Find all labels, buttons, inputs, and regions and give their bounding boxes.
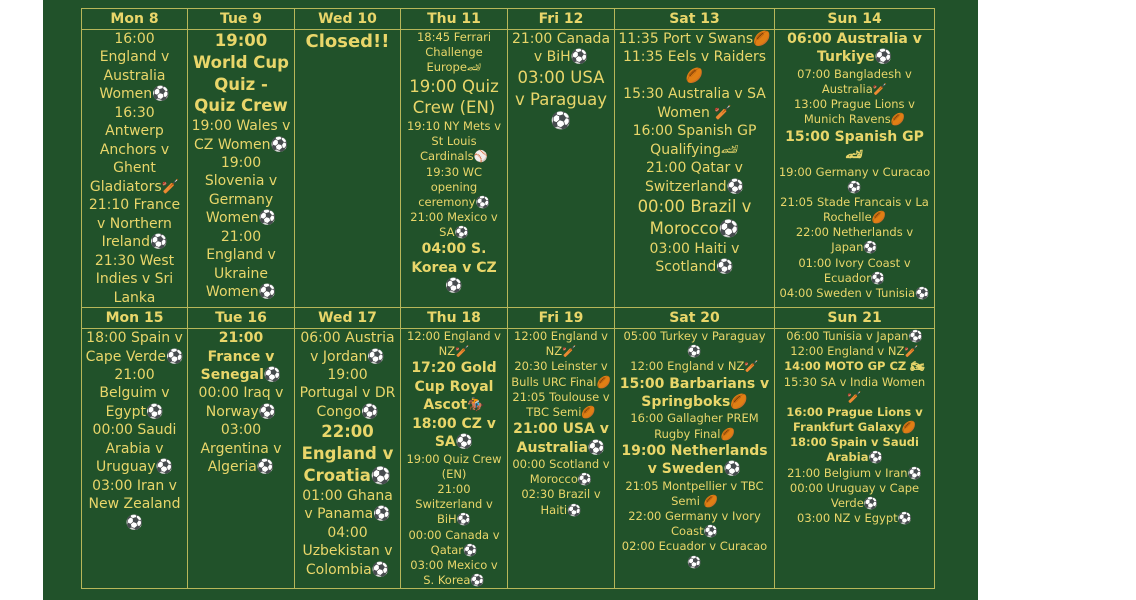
event-item: 03:00 Mexico v S. Korea⚽ xyxy=(410,557,498,588)
event-item: 14:00 MOTO GP CZ 🏍 xyxy=(784,359,925,374)
event-item: 16:00 Gallagher PREM Rugby Final🏉 xyxy=(630,411,759,441)
day-header: Sun 21 xyxy=(775,308,935,329)
event-item: 18:45 Ferrari Challenge Europe🏎 xyxy=(416,30,492,75)
day-header: Mon 8 xyxy=(82,9,188,30)
event-item: 16:30 Antwerp Anchors v Ghent Gladiators🏏 xyxy=(89,104,180,195)
day-cell xyxy=(188,30,295,308)
event-item: 21:00 USA v Australia⚽ xyxy=(513,421,609,456)
event-item: 18:00 Spain v Saudi Arabia⚽ xyxy=(790,435,919,465)
event-item: 04:00 Sweden v Tunisia⚽ xyxy=(779,285,930,300)
day-cell xyxy=(82,30,188,308)
calendar-table xyxy=(81,8,935,589)
event-item: 19:00 Slovenia v Germany Women⚽ xyxy=(204,155,278,227)
event-item: 19:00 World Cup Quiz - Quiz Crew xyxy=(193,31,289,116)
event-item: 18:00 CZ v SA⚽ xyxy=(412,415,496,451)
day-cell xyxy=(508,30,615,308)
event-item: 15:00 Spanish GP🏎 xyxy=(785,128,924,164)
day-header: Mon 15 xyxy=(82,308,188,329)
event-item: 01:00 Ghana v Panama⚽ xyxy=(302,487,393,523)
event-item: 12:00 England v NZ🏏 xyxy=(514,329,608,359)
event-item: 06:00 Tunisia v Japan⚽ xyxy=(786,329,923,344)
day-cell xyxy=(401,329,508,589)
event-item: 19:30 WC opening ceremony⚽ xyxy=(418,164,490,209)
day-header: Sat 20 xyxy=(615,308,775,329)
week-events-row xyxy=(82,30,935,308)
day-cell xyxy=(775,329,935,589)
event-item: 00:00 Scotland v Morocco⚽ xyxy=(512,457,610,487)
event-item: 19:00 Netherlands v Sweden⚽ xyxy=(621,442,768,478)
event-item: 03:00 USA v Paraguay⚽ xyxy=(514,67,608,131)
day-header: Fri 12 xyxy=(508,9,615,30)
day-header: Sat 13 xyxy=(615,9,775,30)
day-header: Wed 17 xyxy=(295,308,401,329)
event-item: 17:20 Gold Cup Royal Ascot🏇 xyxy=(411,360,497,414)
event-item: 21:00 Belgium v Iran⚽ xyxy=(787,465,922,480)
event-item: 21:10 France v Northern Ireland⚽ xyxy=(88,197,181,251)
event-item: 12:00 England v NZ🏏 xyxy=(790,344,919,359)
event-item: 07:00 Bangladesh v Australia🏏 xyxy=(797,66,912,97)
schedule-board xyxy=(43,0,978,600)
week-header-row xyxy=(82,308,935,329)
event-item: 22:00 Germany v Ivory Coast⚽ xyxy=(628,509,761,539)
event-item: 22:00 England v Croatia⚽ xyxy=(301,422,394,485)
event-item: 02:00 Ecuador v Curacao⚽ xyxy=(621,539,768,569)
event-item: 13:00 Prague Lions v Munich Ravens🏉 xyxy=(793,97,915,127)
day-cell xyxy=(615,30,775,308)
event-item: 02:30 Brazil v Haiti⚽ xyxy=(521,487,601,517)
event-item: 16:00 Spanish GP Qualifying🏎 xyxy=(632,123,757,158)
event-item: 03:00 Iran v New Zealand⚽ xyxy=(88,477,181,531)
event-item: 00:00 Iraq v Norway⚽ xyxy=(198,385,284,420)
day-header: Fri 19 xyxy=(508,308,615,329)
calendar-body xyxy=(82,9,935,589)
event-item: 06:00 Australia v Turkiye⚽ xyxy=(787,31,922,66)
day-header: Tue 9 xyxy=(188,9,295,30)
event-item: 19:10 NY Mets v St Louis Cardinals⚾ xyxy=(406,119,502,164)
event-item: 01:00 Ivory Coast v Ecuador⚽ xyxy=(798,255,911,285)
event-item: 00:00 Canada v Qatar⚽ xyxy=(408,527,500,557)
event-item: 21:05 Toulouse v TBC Semi🏉 xyxy=(512,389,610,419)
event-item: 03:00 Argentina v Algeria⚽ xyxy=(200,422,282,476)
event-item: 12:00 England v NZ🏏 xyxy=(407,329,501,359)
event-item: 19:00 Wales v CZ Women⚽ xyxy=(191,118,291,153)
event-item: 15:00 Barbarians v Springboks🏉 xyxy=(619,375,770,411)
day-cell xyxy=(401,30,508,308)
event-item: 21:05 Montpellier v TBC Semi 🏉 xyxy=(625,478,764,508)
day-cell xyxy=(775,30,935,308)
event-item: 03:00 NZ v Egypt⚽ xyxy=(797,511,912,526)
day-cell xyxy=(295,329,401,589)
event-item: 19:00 Quiz Crew (EN) xyxy=(409,76,499,118)
day-cell xyxy=(508,329,615,589)
event-item: 15:30 SA v India Women🏏 xyxy=(783,374,926,404)
event-item: 05:00 Turkey v Paraguay⚽ xyxy=(623,329,766,359)
event-item: 22:00 Netherlands v Japan⚽ xyxy=(795,225,914,255)
event-item: 16:00 Prague Lions v Frankfurt Galaxy🏉 xyxy=(786,404,923,435)
event-item: 21:00 Mexico v SA⚽ xyxy=(410,210,498,240)
day-cell xyxy=(82,329,188,589)
event-item: 21:00 Canada v BiH⚽ xyxy=(511,31,611,66)
event-item: 21:00 Belguim v Egypt⚽ xyxy=(99,366,170,420)
event-item: 21:00 France v Senegal⚽ xyxy=(200,330,282,383)
day-header: Thu 11 xyxy=(401,9,508,30)
event-item: 15:30 Australia v SA Women 🏏 xyxy=(623,86,766,121)
event-item: 19:00 Germany v Curacao⚽ xyxy=(778,164,931,194)
event-item: 21:00 Qatar v Switzerland⚽ xyxy=(644,160,745,195)
event-item: Closed!! xyxy=(305,31,390,52)
event-item: 20:30 Leinster v Bulls URC Final🏉 xyxy=(511,359,611,389)
event-item: 18:00 Spain v Cape Verde⚽ xyxy=(85,330,184,365)
event-item: 16:00 England v Australia Women⚽ xyxy=(99,31,170,103)
event-item: 00:00 Uruguay v Cape Verde⚽ xyxy=(789,480,920,510)
event-item: 04:00 Uzbekistan v Colombia⚽ xyxy=(302,524,393,578)
event-item: 00:00 Saudi Arabia v Uruguay⚽ xyxy=(92,422,177,476)
event-item: 12:00 England v NZ🏏 xyxy=(630,359,759,374)
event-item: 11:35 Eels v Raiders🏉 xyxy=(622,49,767,84)
day-header: Wed 10 xyxy=(295,9,401,30)
day-cell xyxy=(188,329,295,589)
event-item: 00:00 Brazil v Morocco⚽ xyxy=(637,197,752,238)
event-item: 21:05 Stade Francais v La Rochelle🏉 xyxy=(780,194,929,225)
day-header: Thu 18 xyxy=(401,308,508,329)
event-item: 03:00 Haiti v Scotland⚽ xyxy=(649,240,740,276)
event-item: 21:00 England v Ukraine Women⚽ xyxy=(205,228,277,301)
event-item: 11:35 Port v Swans🏉 xyxy=(618,31,771,47)
event-item: 19:00 Quiz Crew (EN) xyxy=(406,451,502,481)
day-header: Tue 16 xyxy=(188,308,295,329)
week-events-row xyxy=(82,329,935,589)
event-item: 21:00 Switzerland v BiH⚽ xyxy=(415,482,493,527)
event-item: 19:00 Portugal v DR Congo⚽ xyxy=(299,366,396,420)
day-header: Sun 14 xyxy=(775,9,935,30)
event-item: 21:30 West Indies v Sri Lanka xyxy=(94,252,175,306)
week-header-row xyxy=(82,9,935,30)
event-item: 06:00 Austria v Jordan⚽ xyxy=(300,330,395,365)
day-cell xyxy=(295,30,401,308)
event-item: 04:00 S. Korea v CZ⚽ xyxy=(411,241,497,295)
day-cell xyxy=(615,329,775,589)
